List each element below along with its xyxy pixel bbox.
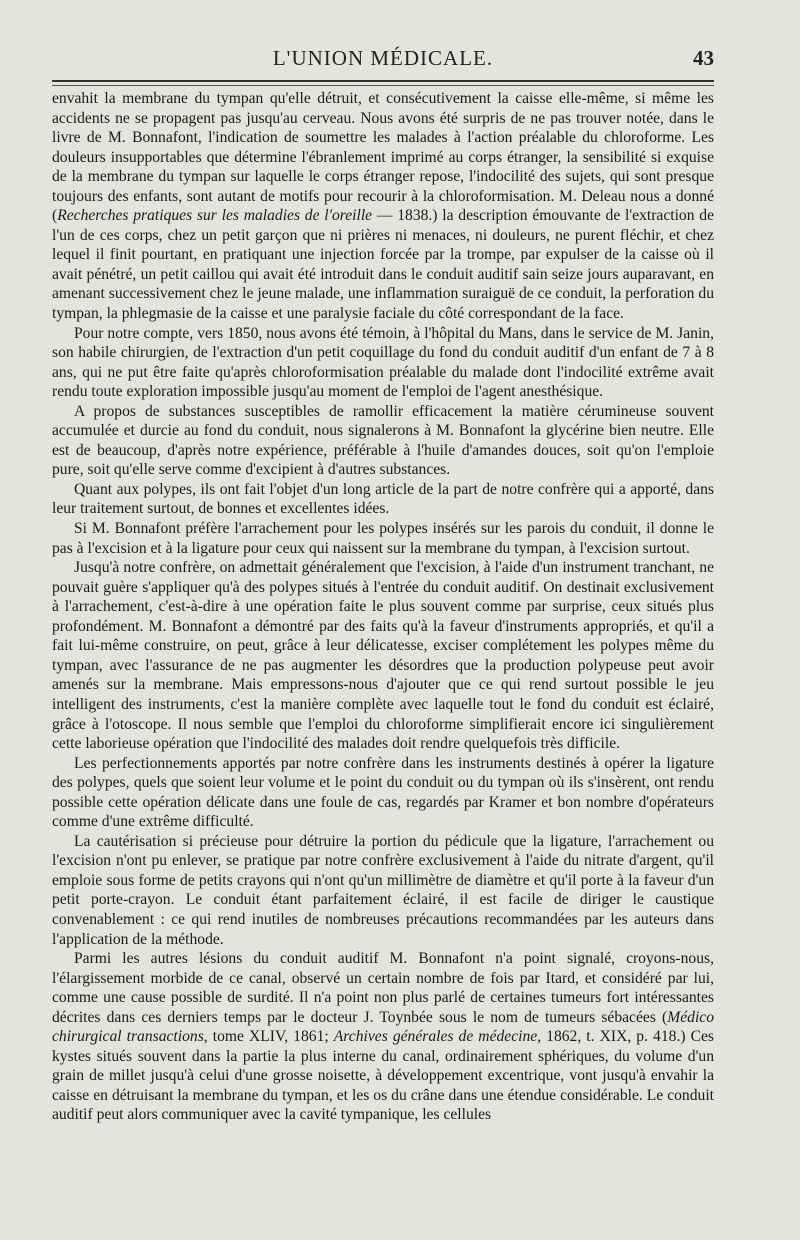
- text-run: Quant aux polypes, ils ont fait l'objet d'un long article de la part de notre confrère qui a apporté, dans leur traitement surtout, de bonnes et excellentes idées.: [52, 480, 714, 518]
- paragraph: [52, 480, 714, 519]
- text-run: Les perfectionnements apportés par notre confrère dans les instruments destinés à opérer la ligature des polypes, quels que soient leur volume et le point du conduit ou du tympan où ils s'insèrent, ont rendu possible cette opération délicate dans une foule de cas, regardés par Kramer et bon nombre d'opérateurs comme d'une extrême difficulté.: [52, 754, 714, 831]
- paragraph: [52, 402, 714, 480]
- text-run: La cautérisation si précieuse pour détruire la portion du pédicule que la ligature, l'arrachement ou l'excision n'ont pu enlever, se pratique par notre confrère exclusivement à l'aide du nitrate d'argent, qu'il emploie sous forme de petits crayons qui n'ont qu'un millimètre de diamètre et qu'il porte à la faveur d'un petit porte-crayon. Le conduit étant parfaitement éclairé, il est facile de diriger le caustique convenablement : ce qui rend inutiles de nombreuses précautions recommandées par les auteurs dans l'application de la méthode.: [52, 832, 714, 948]
- italic-citation: Recherches pratiques sur les maladies de l'oreille: [57, 207, 373, 225]
- text-run: Si M. Bonnafont préfère l'arrachement pour les polypes insérés sur les parois du conduit, il donne le pas à l'excision et à la ligature pour ceux qui naissent sur la membrane du tympan, à l'excision surtout.: [52, 520, 714, 557]
- paragraph: [52, 89, 714, 324]
- paragraph: [52, 832, 714, 949]
- running-title: L'UNION MÉDICALE.: [272, 46, 494, 70]
- paragraph: [52, 949, 714, 1125]
- paragraph: [52, 519, 714, 558]
- header-rule: [52, 80, 714, 82]
- article-body: [52, 89, 714, 1125]
- italic-citation: Médico chirurgical transactions: [52, 1008, 714, 1046]
- page-header: [52, 44, 714, 74]
- text-run: Jusqu'à notre confrère, on admettait généralement que l'excision, à l'aide d'un instrument tranchant, ne pouvait guère s'appliquer qu'à des polypes situés à l'entrée du conduit auditif. On destinait exclusivement à l'arrachement, c'est-à-dire à une opération faite le plus souvent comme par surprise, ceux situés plus profondément. M. Bonnafont a démontré par des faits qu'à la faveur d'instruments appropriés, et qu'il a fait lui-même construire, on peut, grâce à leur délicatesse, exciser complétement les polypes même du tympan, avec l'assurance de ne pas augmenter les désordres que la production polypeuse peut avoir amenés sur la membrane. Mais empressons-nous d'ajouter que ce qui rend surtout possible le jeu intelligent des instruments, c'est la manière complète avec laquelle tout le fond du conduit est éclairé, grâce à l'otoscope. Il nous semble que l'emploi du chloroforme simplifierait encore ici singulièrement cette laborieuse opération que l'indocilité des malades doit rendre quelquefois très difficile.: [52, 559, 714, 753]
- text-run: , tome XLIV, 1861;: [203, 1028, 334, 1046]
- page-number: 43: [693, 46, 714, 70]
- text-run: A propos de substances susceptibles de ramollir efficacement la matière cérumineuse souvent accumulée et durcie au fond du conduit, nous signalerons à M. Bonnafont la glycérine bien neutre. Elle est de beaucoup, d'après notre expérience, préférable à l'huile d'amandes douces, soit qu'on l'emploie pure, soit qu'elle serve comme d'excipient à d'autres substances.: [52, 402, 714, 479]
- paragraph: [52, 558, 714, 753]
- header-rule-thin: [52, 85, 714, 86]
- italic-citation: Archives générales de médecine: [333, 1028, 538, 1046]
- text-run: , 1862, t. XIX, p. 418.) Ces kystes situés souvent dans la partie la plus interne du canal, ordinairement sphériques, du volume d'un grain de millet jusqu'à celui d'une grosse noisette, à développement excentrique, vont jusqu'à envahir la caisse en détruisant la membrane du tympan, et les os du crâne dans une étendue considérable. Le conduit auditif peut alors communiquer avec la cavité tympanique, les cellules: [52, 1028, 714, 1124]
- paragraph: [52, 754, 714, 832]
- text-run: Parmi les autres lésions du conduit auditif M. Bonnafont n'a point signalé, croyons-nous, l'élargissement morbide de ce canal, observé un certain nombre de fois par Itard, et considéré par lui, comme une cause possible de surdité. Il n'a point non plus parlé de certaines tumeurs fort intéressantes décrites dans ces derniers temps par le docteur J. Toynbée sous le nom de tumeurs sébacées (: [52, 950, 714, 1026]
- text-run: Pour notre compte, vers 1850, nous avons été témoin, à l'hôpital du Mans, dans le service de M. Janin, son habile chirurgien, de l'extraction d'un petit coquillage du fond du conduit auditif d'un enfant de 7 à 8 ans, qui ne put être faite qu'après chloroformisation préalable du malade dont l'indocilité extrême avait rendu toute exploration impossible jusqu'au moment de l'emploi de l'agent anesthésique.: [52, 324, 714, 401]
- text-run: envahit la membrane du tympan qu'elle détruit, et consécutivement la caisse elle-même, si même les accidents ne se propagent pas jusqu'au cerveau. Nous avons été surpris de ne pas trouver notée, dans le livre de M. Bonnafont, l'indication de soumettre les malades à l'action préalable du chloroforme. Les douleurs insupportables que détermine l'ébranlement imprimé au corps étranger, la sensibilité si exquise de la membrane du tympan sur laquelle le corps étranger repose, l'indocilité des sujets, qui sont presque toujours des enfants, sont autant de motifs pour recourir à la chloroformisation. M. Deleau nous a donné (: [52, 90, 714, 225]
- paragraph: [52, 324, 714, 402]
- text-run: — 1838.) la description émouvante de l'extraction de l'un de ces corps, chez un petit garçon que ni prières ni menaces, ni douleurs, ne purent fléchir, et chez lequel il finit pourtant, en pratiquant une injection forcée par la trompe, par expulser de la caisse où il avait pénétré, un petit caillou qui avait été introduit dans le conduit auditif sain seize jours auparavant, en amenant successivement chez le jeune malade, une inflammation suraiguë de ce conduit, la perforation du tympan, la phlegmasie de la caisse et une paralysie faciale du côté correspondant de la face.: [52, 207, 714, 323]
